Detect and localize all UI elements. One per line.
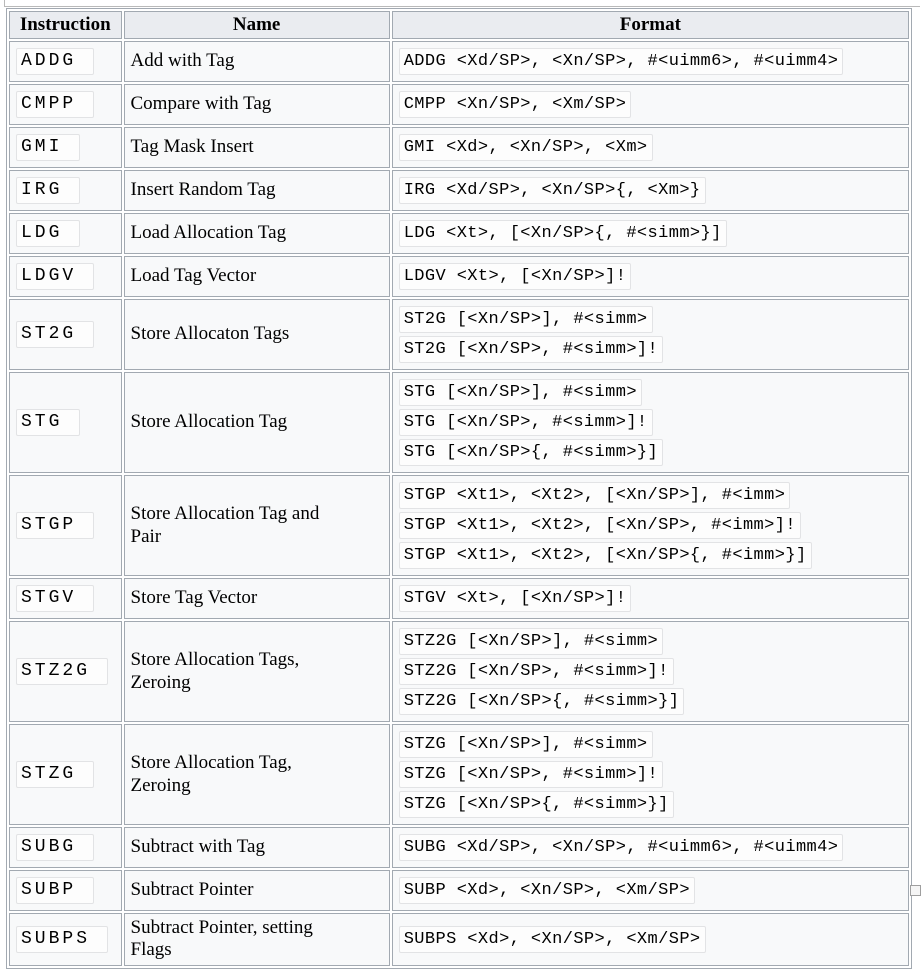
format-code: ST2G [<Xn/SP>], #<simm> [399,306,653,333]
instruction-code: SUBP [16,877,94,904]
instruction-code: LDG [16,220,80,247]
instruction-name: Store Allocation Tag and Pair [130,503,320,547]
instruction-table [6,8,912,969]
instruction-name: Add with Tag [130,50,235,72]
instruction-name: Load Allocation Tag [130,222,287,244]
instruction-cell [9,827,122,868]
format-code: IRG <Xd/SP>, <Xn/SP>{, <Xm>} [399,177,706,204]
format-cell [392,475,909,576]
format-code: SUBPS <Xd>, <Xn/SP>, <Xm/SP> [399,926,706,953]
cropped-frame-edge-tick [4,0,5,7]
name-cell [124,827,390,868]
instruction-cell [9,870,122,911]
name-cell [124,41,390,82]
format-line [399,628,902,655]
instruction-name: Subtract Pointer [130,879,254,901]
format-line [399,306,902,333]
format-code: STZ2G [<Xn/SP>], #<simm> [399,628,663,655]
format-line [399,439,902,466]
instruction-cell [9,170,122,211]
instruction-cell [9,913,122,966]
instruction-name: Store Tag Vector [130,587,258,609]
instruction-code: IRG [16,177,80,204]
instruction-code: STGV [16,585,94,612]
name-cell [124,913,390,966]
name-cell [124,475,390,576]
format-line [399,177,902,204]
format-cell [392,84,909,125]
instruction-cell [9,213,122,254]
format-code: STG [<Xn/SP>, #<simm>]! [399,409,653,436]
format-line [399,731,902,758]
table-row [9,578,909,619]
format-line [399,791,902,818]
table-body [9,41,909,966]
format-code: STGV <Xt>, [<Xn/SP>]! [399,585,632,612]
table-row [9,827,909,868]
format-cell [392,127,909,168]
instruction-name: Subtract Pointer, setting Flags [130,917,313,961]
instruction-cell [9,372,122,473]
format-line [399,585,902,612]
name-cell [124,84,390,125]
format-code: GMI <Xd>, <Xn/SP>, <Xm> [399,134,653,161]
name-cell [124,256,390,297]
format-code: STZG [<Xn/SP>, #<simm>]! [399,761,663,788]
format-cell [392,621,909,722]
instruction-name: Store Allocation Tag [130,411,288,433]
format-line [399,658,902,685]
instruction-name: Subtract with Tag [130,836,265,858]
table-row [9,475,909,576]
instruction-name: Load Tag Vector [130,265,257,287]
instruction-code: CMPP [16,91,94,118]
table-row [9,724,909,825]
table-row [9,127,909,168]
format-code: STG [<Xn/SP>{, #<simm>}] [399,439,663,466]
instruction-name: Store Allocaton Tags [130,323,290,345]
cropped-frame-edge-top [4,6,920,7]
format-code: CMPP <Xn/SP>, <Xm/SP> [399,91,632,118]
instruction-code: LDGV [16,263,94,290]
table-row [9,870,909,911]
format-code: STGP <Xt1>, <Xt2>, [<Xn/SP>, #<imm>]! [399,512,801,539]
format-line [399,834,902,861]
table-row [9,170,909,211]
format-cell [392,170,909,211]
instruction-code: SUBG [16,834,94,861]
table-row [9,41,909,82]
format-code: ADDG <Xd/SP>, <Xn/SP>, #<uimm6>, #<uimm4> [399,48,844,75]
name-cell [124,372,390,473]
format-cell [392,372,909,473]
format-cell [392,578,909,619]
instruction-cell [9,475,122,576]
table-row [9,256,909,297]
instruction-code: ST2G [16,321,94,348]
format-cell [392,724,909,825]
name-cell [124,127,390,168]
format-cell [392,256,909,297]
instruction-name: Insert Random Tag [130,179,276,201]
format-line [399,761,902,788]
format-code: LDG <Xt>, [<Xn/SP>{, #<simm>}] [399,220,727,247]
format-line [399,48,902,75]
table-row [9,913,909,966]
instruction-code: GMI [16,134,80,161]
format-line [399,482,902,509]
format-line [399,409,902,436]
format-line [399,336,902,363]
format-code: ST2G [<Xn/SP>, #<simm>]! [399,336,663,363]
instruction-cell [9,299,122,370]
instruction-name: Store Allocation Tag, Zeroing [130,752,292,796]
name-cell [124,724,390,825]
format-code: SUBP <Xd>, <Xn/SP>, <Xm/SP> [399,877,695,904]
name-cell [124,578,390,619]
instruction-code: ADDG [16,48,94,75]
table-row [9,621,909,722]
table-row [9,299,909,370]
format-code: STZG [<Xn/SP>{, #<simm>}] [399,791,674,818]
instruction-code: SUBPS [16,926,108,953]
format-code: SUBG <Xd/SP>, <Xn/SP>, #<uimm6>, #<uimm4> [399,834,844,861]
name-cell [124,621,390,722]
instruction-cell [9,41,122,82]
table-row [9,84,909,125]
format-cell [392,870,909,911]
format-code: STZ2G [<Xn/SP>{, #<simm>}] [399,688,685,715]
name-cell [124,213,390,254]
format-cell [392,913,909,966]
instruction-name: Tag Mask Insert [130,136,254,158]
format-line [399,379,902,406]
instruction-cell [9,621,122,722]
name-cell [124,170,390,211]
instruction-cell [9,724,122,825]
format-cell [392,299,909,370]
format-code: STGP <Xt1>, <Xt2>, [<Xn/SP>{, #<imm>}] [399,542,812,569]
format-line [399,512,902,539]
name-cell [124,299,390,370]
instruction-code: STZ2G [16,658,108,685]
format-line [399,877,902,904]
format-code: STG [<Xn/SP>], #<simm> [399,379,642,406]
instruction-name: Store Allocation Tags, Zeroing [130,649,300,693]
table-header-row [9,11,909,39]
format-line [399,263,902,290]
table-row [9,372,909,473]
table-row [9,213,909,254]
format-line [399,91,902,118]
format-code: STGP <Xt1>, <Xt2>, [<Xn/SP>], #<imm> [399,482,791,509]
instruction-code: STGP [16,512,94,539]
name-cell [124,870,390,911]
format-cell [392,213,909,254]
format-line [399,220,902,247]
format-line [399,134,902,161]
column-header-format: Format [392,11,909,39]
format-cell [392,827,909,868]
instruction-cell [9,127,122,168]
instruction-code: STZG [16,761,94,788]
column-header-instruction: Instruction [9,11,122,39]
column-header-name: Name [124,11,390,39]
format-cell [392,41,909,82]
instruction-name: Compare with Tag [130,93,272,115]
format-line [399,926,902,953]
format-code: STZ2G [<Xn/SP>, #<simm>]! [399,658,674,685]
format-line [399,542,902,569]
instruction-code: STG [16,409,80,436]
format-code: STZG [<Xn/SP>], #<simm> [399,731,653,758]
instruction-cell [9,256,122,297]
scrollbar-corner [910,885,921,896]
format-line [399,688,902,715]
instruction-cell [9,578,122,619]
instruction-cell [9,84,122,125]
format-code: LDGV <Xt>, [<Xn/SP>]! [399,263,632,290]
